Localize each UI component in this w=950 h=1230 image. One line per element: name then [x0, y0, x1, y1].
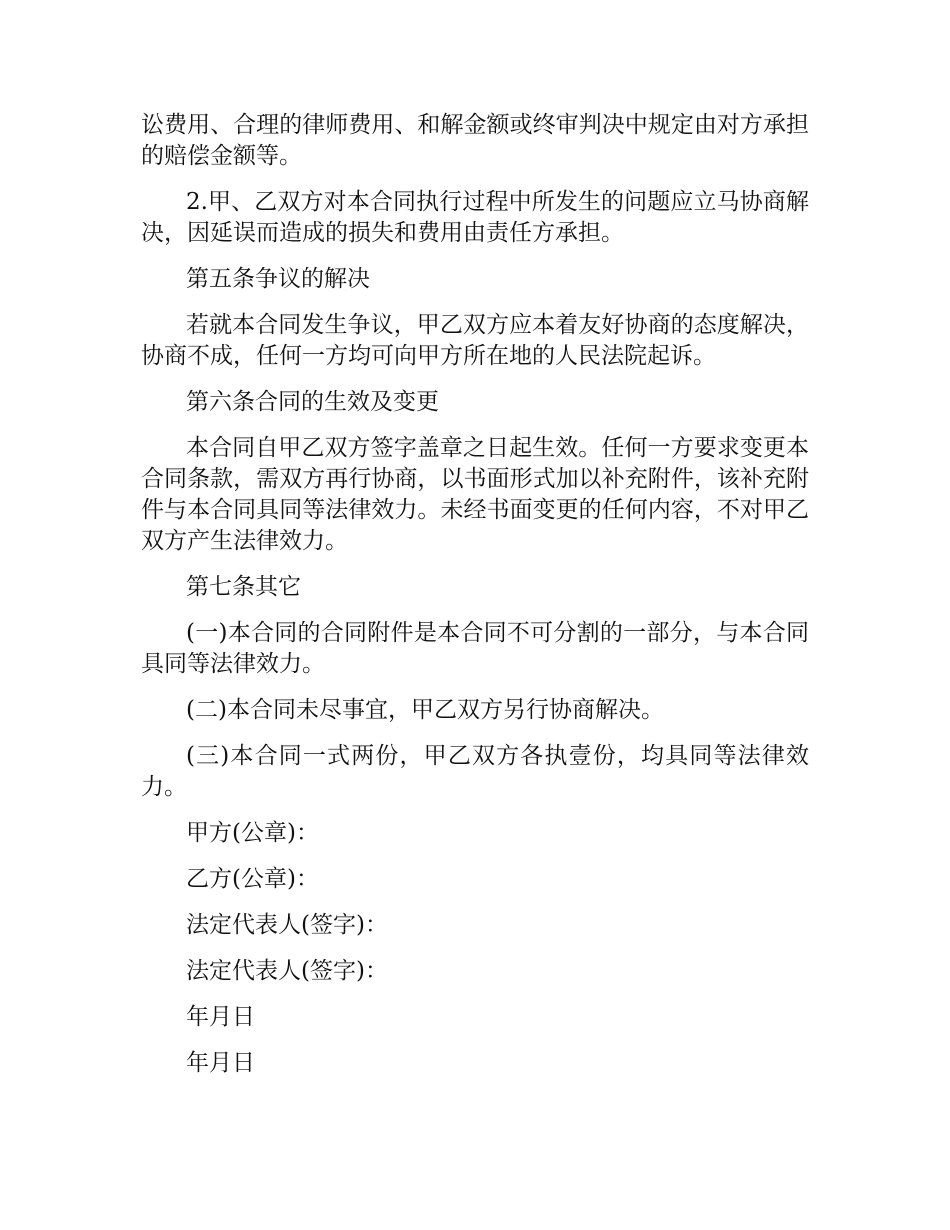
signature-party-b-seal: 乙方(公章)： [186, 866, 319, 892]
signature-representative-b: 法定代表人(签字)： [186, 958, 388, 984]
paragraph-item-2: (二)本合同未尽事宜，甲乙双方另行协商解决。 [186, 697, 664, 723]
signature-party-a-seal: 甲方(公章)： [186, 820, 319, 846]
paragraph-item-3: (三)本合同一式两份，甲乙双方各执壹份，均具同等法律效力。 [141, 743, 809, 800]
heading-article-5: 第五条争议的解决 [186, 266, 370, 292]
paragraph-litigation-costs: 讼费用、合理的律师费用、和解金额或终审判决中规定由对方承担的赔偿金额等。 [141, 112, 809, 169]
date-line-a: 年月日 [186, 1004, 255, 1030]
heading-article-6: 第六条合同的生效及变更 [186, 389, 439, 415]
paragraph-effectiveness: 本合同自甲乙双方签字盖章之日起生效。任何一方要求变更本合同条款，需双方再行协商，以书面形式加以补充附件，该补充附件与本合同具同等法律效力。未经书面变更的任何内容，不对甲乙双方产生法律效力。 [141, 435, 809, 554]
paragraph-item-1: (一)本合同的合同附件是本合同不可分割的一部分，与本合同具同等法律效力。 [141, 620, 809, 677]
date-line-b: 年月日 [186, 1050, 255, 1076]
signature-representative-a: 法定代表人(签字)： [186, 912, 388, 938]
paragraph-clause-2: 2.甲、乙双方对本合同执行过程中所发生的问题应立马协商解决，因延误而造成的损失和费用由责任方承担。 [141, 189, 809, 246]
paragraph-dispute-resolution: 若就本合同发生争议，甲乙双方应本着友好协商的态度解决，协商不成，任何一方均可向甲方所在地的人民法院起诉。 [141, 312, 809, 369]
heading-article-7: 第七条其它 [186, 574, 301, 600]
document-body [141, 110, 809, 1094]
